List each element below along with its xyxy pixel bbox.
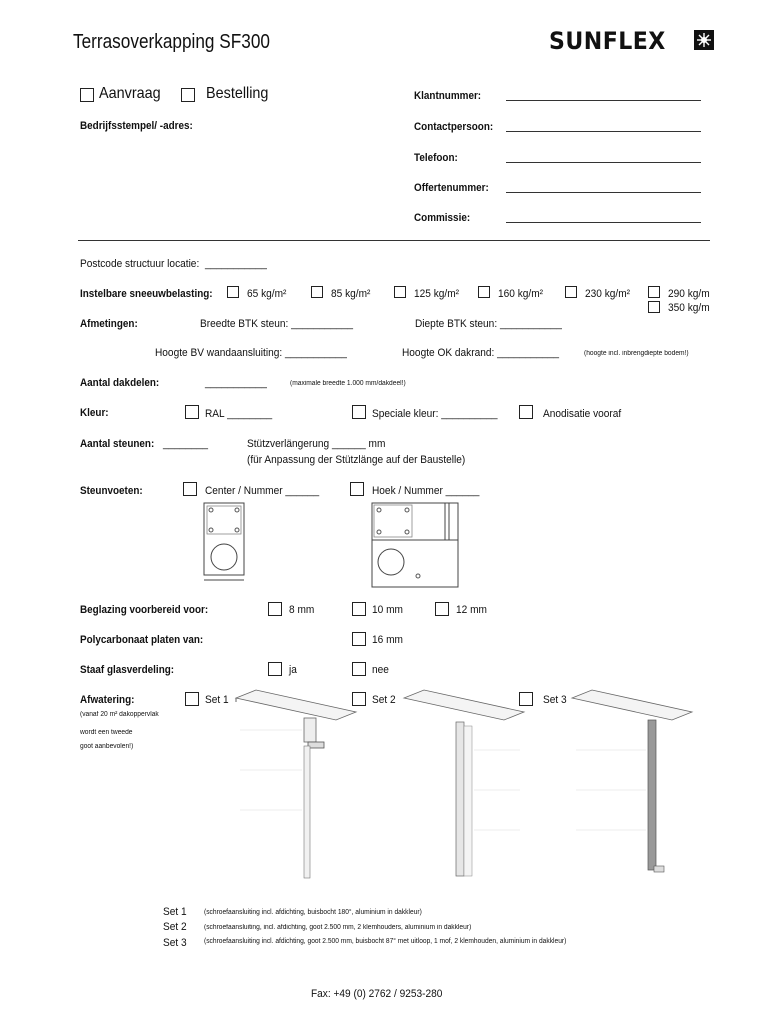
corner-foot-drawing: [371, 502, 459, 588]
snow-load-125-label: 125 kg/m²: [414, 288, 460, 300]
form-title: Terrasoverkapping SF300: [73, 31, 270, 53]
special-color-field[interactable]: Speciale kleur: __________: [372, 408, 498, 420]
phone-field[interactable]: [506, 162, 701, 163]
rod-division-yes-label: ja: [289, 664, 297, 676]
commission-label: Commissie:: [414, 212, 471, 224]
corner-foot-field[interactable]: Hoek / Nummer ______: [372, 485, 480, 497]
set1-checkbox[interactable]: [185, 692, 199, 706]
glazing-10mm-checkbox[interactable]: [352, 602, 366, 616]
roof-parts-field[interactable]: ___________: [205, 377, 267, 389]
snow-load-85-label: 85 kg/m²: [331, 288, 371, 300]
roof-parts-label: Aantal dakdelen:: [80, 377, 160, 389]
order-checkbox[interactable]: [181, 88, 195, 102]
set1-label: Set 1: [205, 694, 229, 706]
gutter-height-field[interactable]: Hoogte OK dakrand: ___________: [402, 347, 559, 359]
drainage-label: Afwatering:: [80, 694, 135, 706]
snow-load-125-checkbox[interactable]: [394, 286, 406, 298]
rod-division-no-checkbox[interactable]: [352, 662, 366, 676]
support-extension-field[interactable]: Stützverlängerung ______ mm: [247, 438, 386, 450]
set2-illustration: [404, 690, 524, 886]
snow-load-85-checkbox[interactable]: [311, 286, 323, 298]
glazing-12mm-label: 12 mm: [456, 604, 487, 616]
set2-description: (schroefaansluiting, incl. afdichting, goot 2.500 mm, 2 klemhouders, aluminium in dakkleur): [204, 924, 472, 931]
snow-load-65-label: 65 kg/m²: [247, 288, 287, 300]
set1-name: Set 1: [163, 906, 187, 918]
snow-load-160-label: 160 kg/m²: [498, 288, 544, 300]
set1-description: (schroefaansluiting incl. afdichting, buisbocht 180°, aluminium in dakkleur): [204, 909, 422, 916]
contact-person-field[interactable]: [506, 131, 701, 132]
height-note: (hoogte incl. inbrengdiepte bodem!): [584, 350, 689, 357]
dimensions-label: Afmetingen:: [80, 318, 138, 330]
request-checkbox[interactable]: [80, 88, 94, 102]
fax-number: Fax: +49 (0) 2762 / 9253-280: [311, 988, 443, 1000]
contact-person-label: Contactpersoon:: [414, 121, 494, 133]
glazing-8mm-label: 8 mm: [289, 604, 315, 616]
snow-load-290-label: 290 kg/m: [668, 288, 710, 300]
drainage-note-line-1: (vanaf 20 m² dakoppervlak: [80, 711, 159, 718]
snow-load-160-checkbox[interactable]: [478, 286, 490, 298]
anodized-label: Anodisatie vooraf: [543, 408, 622, 420]
rod-division-yes-checkbox[interactable]: [268, 662, 282, 676]
glazing-8mm-checkbox[interactable]: [268, 602, 282, 616]
snow-load-230-checkbox[interactable]: [565, 286, 577, 298]
supports-field[interactable]: ________: [163, 438, 209, 450]
ral-checkbox[interactable]: [185, 405, 199, 419]
polycarbonate-16mm-checkbox[interactable]: [352, 632, 366, 646]
phone-label: Telefoon:: [414, 152, 458, 164]
width-field[interactable]: Breedte BTK steun: ___________: [200, 318, 354, 330]
center-foot-checkbox[interactable]: [183, 482, 197, 496]
set3-label: Set 3: [543, 694, 567, 706]
snow-load-label: Instelbare sneeuwbelasting:: [80, 288, 213, 300]
center-foot-field[interactable]: Center / Nummer ______: [205, 485, 320, 497]
customer-number-field[interactable]: [506, 100, 701, 101]
center-foot-drawing: [203, 502, 245, 584]
anodized-checkbox[interactable]: [519, 405, 533, 419]
roof-parts-note: (maximale breedte 1.000 mm/dakdeel!): [290, 380, 406, 387]
drainage-note-line-2: wordt een tweede: [80, 729, 133, 736]
snow-load-350-checkbox[interactable]: [648, 301, 660, 313]
supports-label: Aantal steunen:: [80, 438, 155, 450]
set3-description: (schroefaansluiting incl. afdichting, goot 2.500 mm, buisbocht 87° met uitloop, 1 mof, 2 klemhouden, aluminium in dakkleur): [204, 938, 567, 945]
snow-load-350-label: 350 kg/m: [668, 302, 710, 314]
polycarbonate-16mm-label: 16 mm: [372, 634, 403, 646]
glazing-12mm-checkbox[interactable]: [435, 602, 449, 616]
wall-height-field[interactable]: Hoogte BV wandaansluiting: ___________: [155, 347, 347, 359]
sun-burst-icon: [694, 30, 714, 50]
location-field[interactable]: ___________: [205, 258, 267, 270]
set1-illustration: [236, 690, 356, 886]
company-stamp-label: Bedrijfsstempel/ -adres:: [80, 120, 193, 132]
commission-field[interactable]: [506, 222, 701, 223]
corner-foot-checkbox[interactable]: [350, 482, 364, 496]
customer-number-label: Klantnummer:: [414, 90, 482, 102]
rod-division-no-label: nee: [372, 664, 389, 676]
glazing-10mm-label: 10 mm: [372, 604, 403, 616]
brand-logo: SUNFLEX: [549, 27, 666, 55]
ral-field[interactable]: RAL ________: [205, 408, 273, 420]
rod-division-label: Staaf glasverdeling:: [80, 664, 175, 676]
set3-illustration: [572, 690, 692, 886]
snow-load-230-label: 230 kg/m²: [585, 288, 631, 300]
request-label: Aanvraag: [99, 85, 161, 102]
set2-name: Set 2: [163, 921, 187, 933]
quote-number-label: Offertenummer:: [414, 182, 489, 194]
snow-load-65-checkbox[interactable]: [227, 286, 239, 298]
set3-name: Set 3: [163, 937, 187, 949]
section-divider: [78, 240, 710, 241]
feet-label: Steunvoeten:: [80, 485, 143, 497]
snow-load-290-checkbox[interactable]: [648, 286, 660, 298]
special-color-checkbox[interactable]: [352, 405, 366, 419]
color-label: Kleur:: [80, 407, 109, 419]
depth-field[interactable]: Diepte BTK steun: ___________: [415, 318, 562, 330]
location-label: Postcode structuur locatie:: [80, 258, 200, 270]
drainage-note-line-3: goot aanbevolen!): [80, 743, 134, 750]
order-label: Bestelling: [206, 85, 269, 102]
set2-label: Set 2: [372, 694, 396, 706]
polycarbonate-label: Polycarbonaat platen van:: [80, 634, 204, 646]
support-extension-note: (für Anpassung der Stützlänge auf der Baustelle): [247, 454, 466, 466]
quote-number-field[interactable]: [506, 192, 701, 193]
glazing-label: Beglazing voorbereid voor:: [80, 604, 209, 616]
